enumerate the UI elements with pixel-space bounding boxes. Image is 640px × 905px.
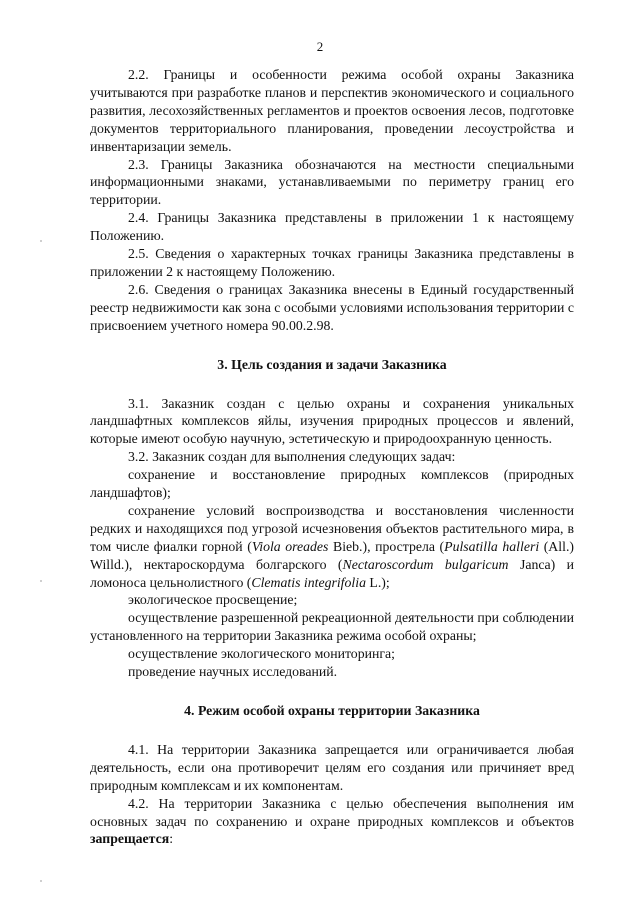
section-heading-4: 4. Режим особой охраны территории Заказника [184,703,480,718]
task-text: (All.) Willd.), нектароскордума болгарского ( [90,538,574,572]
task-item-5: осуществление экологического мониторинга; [128,646,395,662]
paragraph-2-5: 2.5. Сведения о характерных точках границы Заказника представлены в приложении 2 к настоящему Положению. [90,246,574,279]
section-heading-3: 3. Цель создания и задачи Заказника [217,356,447,372]
task-item-4: осуществление разрешенной рекреационной деятельности при соблюдении установленного на территории Заказника режима особой охраны; [90,610,574,644]
task-text: Bieb.), прострела ( [328,538,445,554]
paragraph-4-1: 4.1. На территории Заказника запрещается или ограничивается любая деятельность, если она противоречит целям его создания или причиняет вред природным комплексам и их компонентам. [90,741,574,793]
paragraph-3-1: 3.1. Заказник создан с целью охраны и сохранения уникальных ландшафтных комплексов яйлы, изучения природных процессов и явлений, которые имеют особую научную, эстетическую и природоохранную ценность. [90,395,574,447]
species-name: Viola oreades [251,538,329,554]
task-item-1: сохранение и восстановление природных комплексов (природных ландшафтов); [90,467,574,501]
task-item-2 [90,502,574,592]
paragraph-2-2: 2.2. Границы и особенности режима особой охраны Заказника учитываются при разработке планов и перспектив экономического и социального развития, лесохозяйственных регламентов и проектов освоения лесов, подготовке документов территориального планирования, проведении лесоустройства и инвентаризации земель. [90,67,574,154]
paragraph-4-2 [90,795,574,849]
scan-artifact [40,580,42,582]
task-text: L.); [365,574,390,590]
document-body [90,66,574,848]
scan-artifact [40,880,42,882]
paragraph-text: : [169,831,174,847]
species-name: Pulsatilla halleri [444,538,540,554]
species-name: Nectaroscordum bulgaricum [342,556,509,572]
task-text: сохранение условий воспроизводства и восстановления численности редких и находящихся под угрозой исчезновения объектов растительного мира, в том числе фиалки горной ( [90,502,574,554]
species-name: Clematis integrifolia [251,574,366,590]
paragraph-text: 4.2. На территории Заказника с целью обеспечения выполнения им основных задач по сохранению и охране природных комплексов и объектов [90,795,574,829]
task-item-3: экологическое просвещение; [128,592,298,608]
paragraph-2-4: 2.4. Границы Заказника представлены в приложении 1 к настоящему Положению. [90,210,574,244]
task-text: Janca) и ломоноса цельнолистного ( [90,556,575,590]
bold-keyword: запрещается [90,831,170,847]
paragraph-3-2: 3.2. Заказник создан для выполнения следующих задач: [128,449,456,465]
paragraph-2-3: 2.3. Границы Заказника обозначаются на местности специальными информационными знаками, устанавливаемыми по периметру границ его территории. [90,156,574,208]
paragraph-2-6: 2.6. Сведения о границах Заказника внесены в Единый государственный реестр недвижимости как зона с особыми условиями использования территории с присвоением учетного номера 90.00.2.98. [90,281,574,333]
scan-artifact [40,240,42,242]
page-number: 2 [316,39,324,54]
task-item-6: проведение научных исследований. [128,664,338,680]
